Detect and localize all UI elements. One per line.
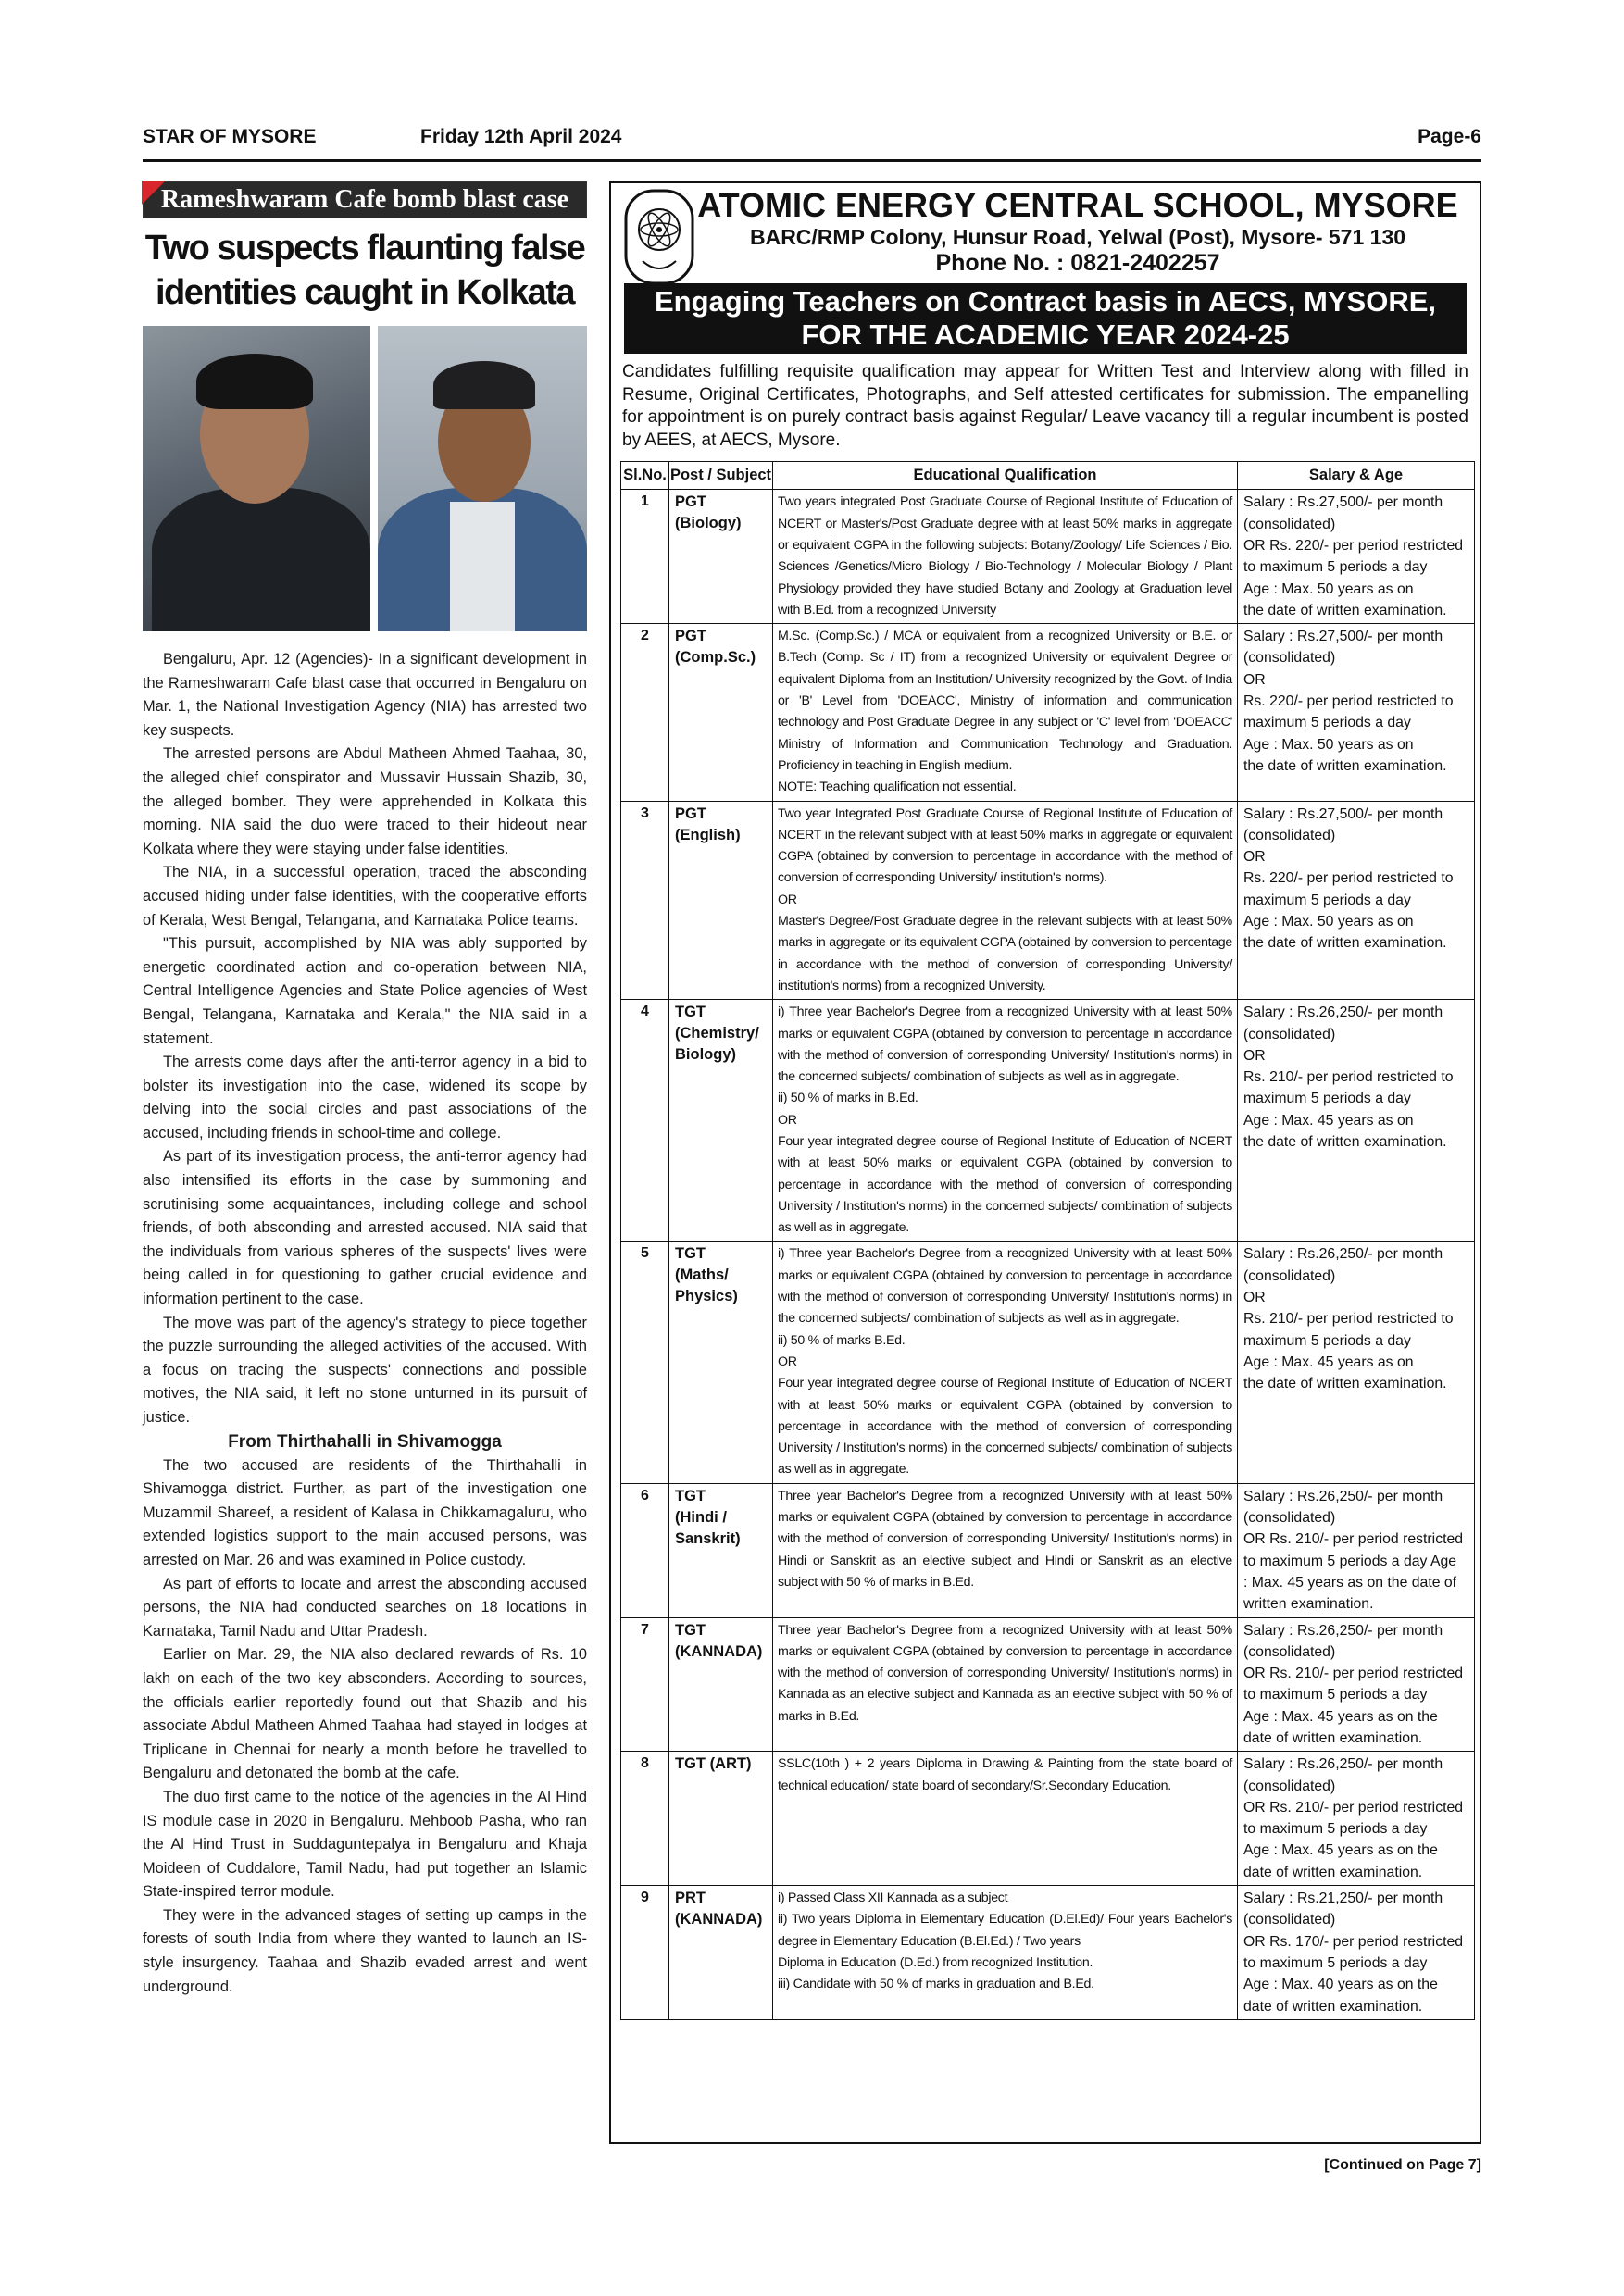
table-row <box>621 1617 1475 1752</box>
post-subject: TGT (ART) <box>669 1752 773 1886</box>
salary-age: Salary : Rs.27,500/- per month (consolidated) OR Rs. 220/- per period restricted to maximum 5 periods a day Age : Max. 50 years as on the date of written examination. <box>1238 624 1475 801</box>
post-subject: PGT (English) <box>669 801 773 1000</box>
paragraph: Bengaluru, Apr. 12 (Agencies)- In a significant development in the Rameshwaram Cafe blast case that occurred in Bengaluru on Mar. 1, the National Investigation Agency (NIA) has arrested two key suspects. <box>143 651 587 739</box>
table-row <box>621 801 1475 1000</box>
sl-no: 7 <box>621 1617 669 1752</box>
table-row <box>621 1752 1475 1886</box>
qualification: Three year Bachelor's Degree from a recognized University with at least 50% marks or equivalent CGPA (obtained by conversion to percentage in accordance with the method of conversion of corresponding University/ Institution's norms) in Hindi or Sanskrit as an elective subject and Hindi or Sanskrit as an elective subject with 50 % of marks in B.Ed. <box>773 1483 1238 1617</box>
salary-age: Salary : Rs.26,250/- per month (consolidated) OR Rs. 210/- per period restricted to maximum 5 periods a day Age : Max. 45 years as on the date of written examination. <box>1238 1242 1475 1483</box>
school-logo-icon <box>624 189 694 285</box>
post-subject: PRT (KANNADA) <box>669 1886 773 2020</box>
table-row <box>621 490 1475 624</box>
news-article <box>143 181 587 2181</box>
newspaper-name: STAR OF MYSORE <box>143 126 317 147</box>
column-header: Sl.No. <box>621 462 669 490</box>
post-subject: PGT (Comp.Sc.) <box>669 624 773 801</box>
banner-line-1: Engaging Teachers on Contract basis in AECS, MYSORE, <box>654 285 1437 318</box>
suspect-photo-1 <box>143 326 370 631</box>
sl-no: 6 <box>621 1483 669 1617</box>
article-headline: Two suspects flaunting false identities caught in Kolkata <box>144 229 585 312</box>
paragraph: They were in the advanced stages of setting up camps in the forests of south India from where they wanted to launch an IS-style insurgency. Taahaa and Shazib evaded arrest and went underground. <box>143 1906 587 1995</box>
ad-intro: Candidates fulfilling requisite qualification may appear for Written Test and Interview along with filled in Resume, Original Certificates, Photographs, and Self attested certificates for submission. The empanelling for appointment is on purely contract basis against Regular/ Leave vacancy till a regular incumbent is posted by AEES, at AECS, Mysore. <box>622 362 1468 450</box>
paragraph: The NIA, in a successful operation, traced the absconding accused hiding under false identities, with the cooperative efforts of Kerala, West Bengal, Telangana, and Karnataka Police teams. <box>143 864 587 929</box>
table-row <box>621 1242 1475 1483</box>
table-row <box>621 1886 1475 2020</box>
school-advertisement <box>609 181 1481 2144</box>
school-name: ATOMIC ENERGY CENTRAL SCHOOL, MYSORE <box>697 186 1458 224</box>
post-subject: TGT (Maths/ Physics) <box>669 1242 773 1483</box>
banner-line-2: FOR THE ACADEMIC YEAR 2024-25 <box>801 318 1290 351</box>
sl-no: 8 <box>621 1752 669 1886</box>
table-header-row <box>621 462 1475 490</box>
salary-age: Salary : Rs.26,250/- per month (consolidated) OR Rs. 210/- per period restricted to maximum 5 periods a day Age : Max. 45 years as on the date of written examination. <box>1238 1617 1475 1752</box>
column-header: Salary & Age <box>1238 462 1475 490</box>
paragraph: The move was part of the agency's strategy to piece together the puzzle surrounding the alleged activities of the accused. With a focus on tracing the suspects' connections and possible motives, the NIA said, it left no stone unturned in its pursuit of justice. <box>143 1314 587 1426</box>
table-row <box>621 1000 1475 1242</box>
qualification: i) Three year Bachelor's Degree from a recognized University with at least 50% marks or equivalent CGPA (obtained by conversion to percentage in accordance with the method of conversion of corresponding University/ Institution's norms) in the concerned subjects/ combination of subjects as well as in aggregate. ii) 50 % of marks in B.Ed. OR Four year integrated degree course of Regional Institute of Education of NCERT with at least 50% marks or equivalent CGPA (obtained by conversion to percentage in accordance with the method of conversion of corresponding University / Institution's norms) in the concerned subjects/ combination of subjects as well as in aggregate. <box>773 1000 1238 1242</box>
paragraph: The arrested persons are Abdul Matheen Ahmed Taahaa, 30, the alleged chief conspirator and Mussavir Hussain Shazib, 30, the alleged bomber. They were apprehended in Kolkata this morning. NIA said the duo were traced to their hideout near Kolkata where they were staying under false identities. <box>143 745 587 857</box>
qualification: M.Sc. (Comp.Sc.) / MCA or equivalent from a recognized University or B.E. or B.Tech (Comp. Sc / IT) from a recognized University or equivalent Degree or equivalent Diploma from an Institution/ University recognized by the Govt. of India or 'B' Level from 'DOEACC', Ministry of information and communication technology and Post Graduate Degree in any subject or 'C' level from 'DOEACC' Ministry of Information and Communication Technology and Graduation. Proficiency in teaching in English medium. NOTE: Teaching qualification not essential. <box>773 624 1238 801</box>
school-phone: Phone No. : 0821-2402257 <box>935 250 1220 276</box>
qualification: Two years integrated Post Graduate Course of Regional Institute of Education of NCERT or Master's/Post Graduate degree with at least 50% marks in aggregate or equivalent CGPA in the following subjects: Botany/Zoology/ Life Sciences / Bio. Sciences /Genetics/Micro Biology / Bio-Technology / Molecular Biology / Plant Physiology provided they have studied Botany and Zoology at Graduation level with B.Ed. from a recognized University <box>773 490 1238 624</box>
paragraph: The duo first came to the notice of the agencies in the Al Hind IS module case in 2020 in Bengaluru. Mehboob Pasha, who ran the Al Hind Trust in Suddaguntepalya in Bengaluru and Khaja Moideen of Cuddalore, Tamil Nadu, had put together an Islamic State-inspired terror module. <box>143 1788 587 1901</box>
qualification: Two year Integrated Post Graduate Course of Regional Institute of Education of NCERT in the relevant subject with at least 50% marks in aggregate or equivalent CGPA (obtained by conversion to percentage in accordance with the method of conversion of corresponding University/ institution's norms). OR Master's Degree/Post Graduate degree in the relevant subjects with at least 50% marks in aggregate or its equivalent CGPA (obtained by conversion to percentage in accordance with the method of conversion of corresponding University/ institution's norms) from a recognized University. <box>773 801 1238 1000</box>
red-flag-icon <box>142 181 166 205</box>
salary-age: Salary : Rs.21,250/- per month (consolidated) OR Rs. 170/- per period restricted to maximum 5 periods a day Age : Max. 40 years as on the date of written examination. <box>1238 1886 1475 2020</box>
sl-no: 2 <box>621 624 669 801</box>
salary-age: Salary : Rs.27,500/- per month (consolidated) OR Rs. 220/- per period restricted to maximum 5 periods a day Age : Max. 50 years as on the date of written examination. <box>1238 490 1475 624</box>
salary-age: Salary : Rs.26,250/- per month (consolidated) OR Rs. 210/- per period restricted to maximum 5 periods a day Age : Max. 45 years as on the date of written examination. <box>1238 1752 1475 1886</box>
page-header <box>143 126 1481 157</box>
paragraph: As part of its investigation process, the anti-terror agency had also intensified its efforts in the case by summoning and scrutinising some acquaintances, including college and school friends, of both absconding and arrested accused. NIA said that the individuals from various spheres of the suspects' lives were being called in for questioning to gather crucial evidence and information pertinent to the case. <box>143 1148 587 1308</box>
school-address: BARC/RMP Colony, Hunsur Road, Yelwal (Post), Mysore- 571 130 <box>749 225 1406 249</box>
table-row <box>621 624 1475 801</box>
suspect-photos <box>143 326 587 631</box>
kicker-text: Rameshwaram Cafe bomb blast case <box>160 185 569 214</box>
sl-no: 1 <box>621 490 669 624</box>
article-body <box>143 648 587 1999</box>
suspect-photo-2 <box>378 326 587 631</box>
salary-age: Salary : Rs.26,250/- per month (consolidated) OR Rs. 210/- per period restricted to maximum 5 periods a day Age : Max. 45 years as on the date of written examination. <box>1238 1483 1475 1617</box>
article-kicker <box>143 181 587 218</box>
qualification: Three year Bachelor's Degree from a recognized University with at least 50% marks or equivalent CGPA (obtained by conversion to percentage in accordance with the method of conversion of corresponding University/ Institution's norms) in Kannada as an elective subject and Kannada as an elective subject with 50 % of marks in B.Ed. <box>773 1617 1238 1752</box>
salary-age: Salary : Rs.26,250/- per month (consolidated) OR Rs. 210/- per period restricted to maximum 5 periods a day Age : Max. 45 years as on the date of written examination. <box>1238 1000 1475 1242</box>
post-subject: TGT (KANNADA) <box>669 1617 773 1752</box>
article-subhead: From Thirthahalli in Shivamogga <box>228 1431 502 1452</box>
post-subject: PGT (Biology) <box>669 490 773 624</box>
qualification: i) Passed Class XII Kannada as a subject ii) Two years Diploma in Elementary Education (D.El.Ed)/ Four years Bachelor's degree in Elementary Education (B.El.Ed.) / Two years Diploma in Education (D.Ed.) from recognized Institution. iii) Candidate with 50 % of marks in graduation and B.Ed. <box>773 1886 1238 2020</box>
column-header: Post / Subject <box>669 462 773 490</box>
header-rule <box>143 159 1481 162</box>
sl-no: 3 <box>621 801 669 1000</box>
paragraph: The arrests come days after the anti-terror agency in a bid to bolster its investigation into the case, widened its scope by delving into the social circles and past associations of the accused, including friends in school-time and college. <box>143 1054 587 1142</box>
qualification: SSLC(10th ) + 2 years Diploma in Drawing & Painting from the state board of technical education/ state board of secondary/Sr.Secondary Education. <box>773 1752 1238 1886</box>
paragraph: As part of efforts to locate and arrest the absconding accused persons, the NIA had conducted searches on 18 locations in Karnataka, Tamil Nadu and Uttar Pradesh. <box>143 1575 587 1640</box>
post-subject: TGT (Chemistry/ Biology) <box>669 1000 773 1242</box>
table-row <box>621 1483 1475 1617</box>
sl-no: 9 <box>621 1886 669 2020</box>
sl-no: 5 <box>621 1242 669 1483</box>
issue-date: Friday 12th April 2024 <box>420 126 622 147</box>
sl-no: 4 <box>621 1000 669 1242</box>
page-number: Page-6 <box>1418 126 1481 147</box>
ad-banner <box>624 283 1467 354</box>
post-subject: TGT (Hindi / Sanskrit) <box>669 1483 773 1617</box>
qualification-table <box>620 461 1475 2019</box>
paragraph: "This pursuit, accomplished by NIA was ably supported by energetic coordinated action and co-operation between NIA, Central Intelligence Agencies and State Police agencies of West Bengal, Telangana, Karnataka and Kerala," the NIA said in a statement. <box>143 935 587 1047</box>
paragraph: Earlier on Mar. 29, the NIA also declared rewards of Rs. 10 lakh on each of the two key absconders. According to sources, the officials earlier reportedly found out that Shazib and his associate Abdul Matheen Ahmed Taahaa had stayed in lodges at Triplicane in Chennai for nearly a month before he travelled to Bengaluru and detonated the bomb at the cafe. <box>143 1646 587 1782</box>
continued-note: [Continued on Page 7] <box>1324 2157 1481 2173</box>
paragraph: The two accused are residents of the Thirthahalli in Shivamogga district. Further, as part of the investigation one Muzammil Shareef, a resident of Kalasa in Chikkamagaluru, who extended logistics support to the main accused persons, was arrested on Mar. 26 and was examined in Police custody. <box>143 1456 587 1568</box>
salary-age: Salary : Rs.27,500/- per month (consolidated) OR Rs. 220/- per period restricted to maximum 5 periods a day Age : Max. 50 years as on the date of written examination. <box>1238 801 1475 1000</box>
qualification: i) Three year Bachelor's Degree from a recognized University with at least 50% marks or equivalent CGPA (obtained by conversion to percentage in accordance with the method of conversion of corresponding University/ Institution's norms) in the concerned subjects/ combination of subjects as well as in aggregate. ii) 50 % of marks B.Ed. OR Four year integrated degree course of Regional Institute of Education of NCERT with at least 50% marks or equivalent CGPA (obtained by conversion to percentage in accordance with the method of conversion of corresponding University / Institution's norms) in the concerned subjects/ combination of subjects as well as in aggregate. <box>773 1242 1238 1483</box>
column-header: Educational Qualification <box>773 462 1238 490</box>
